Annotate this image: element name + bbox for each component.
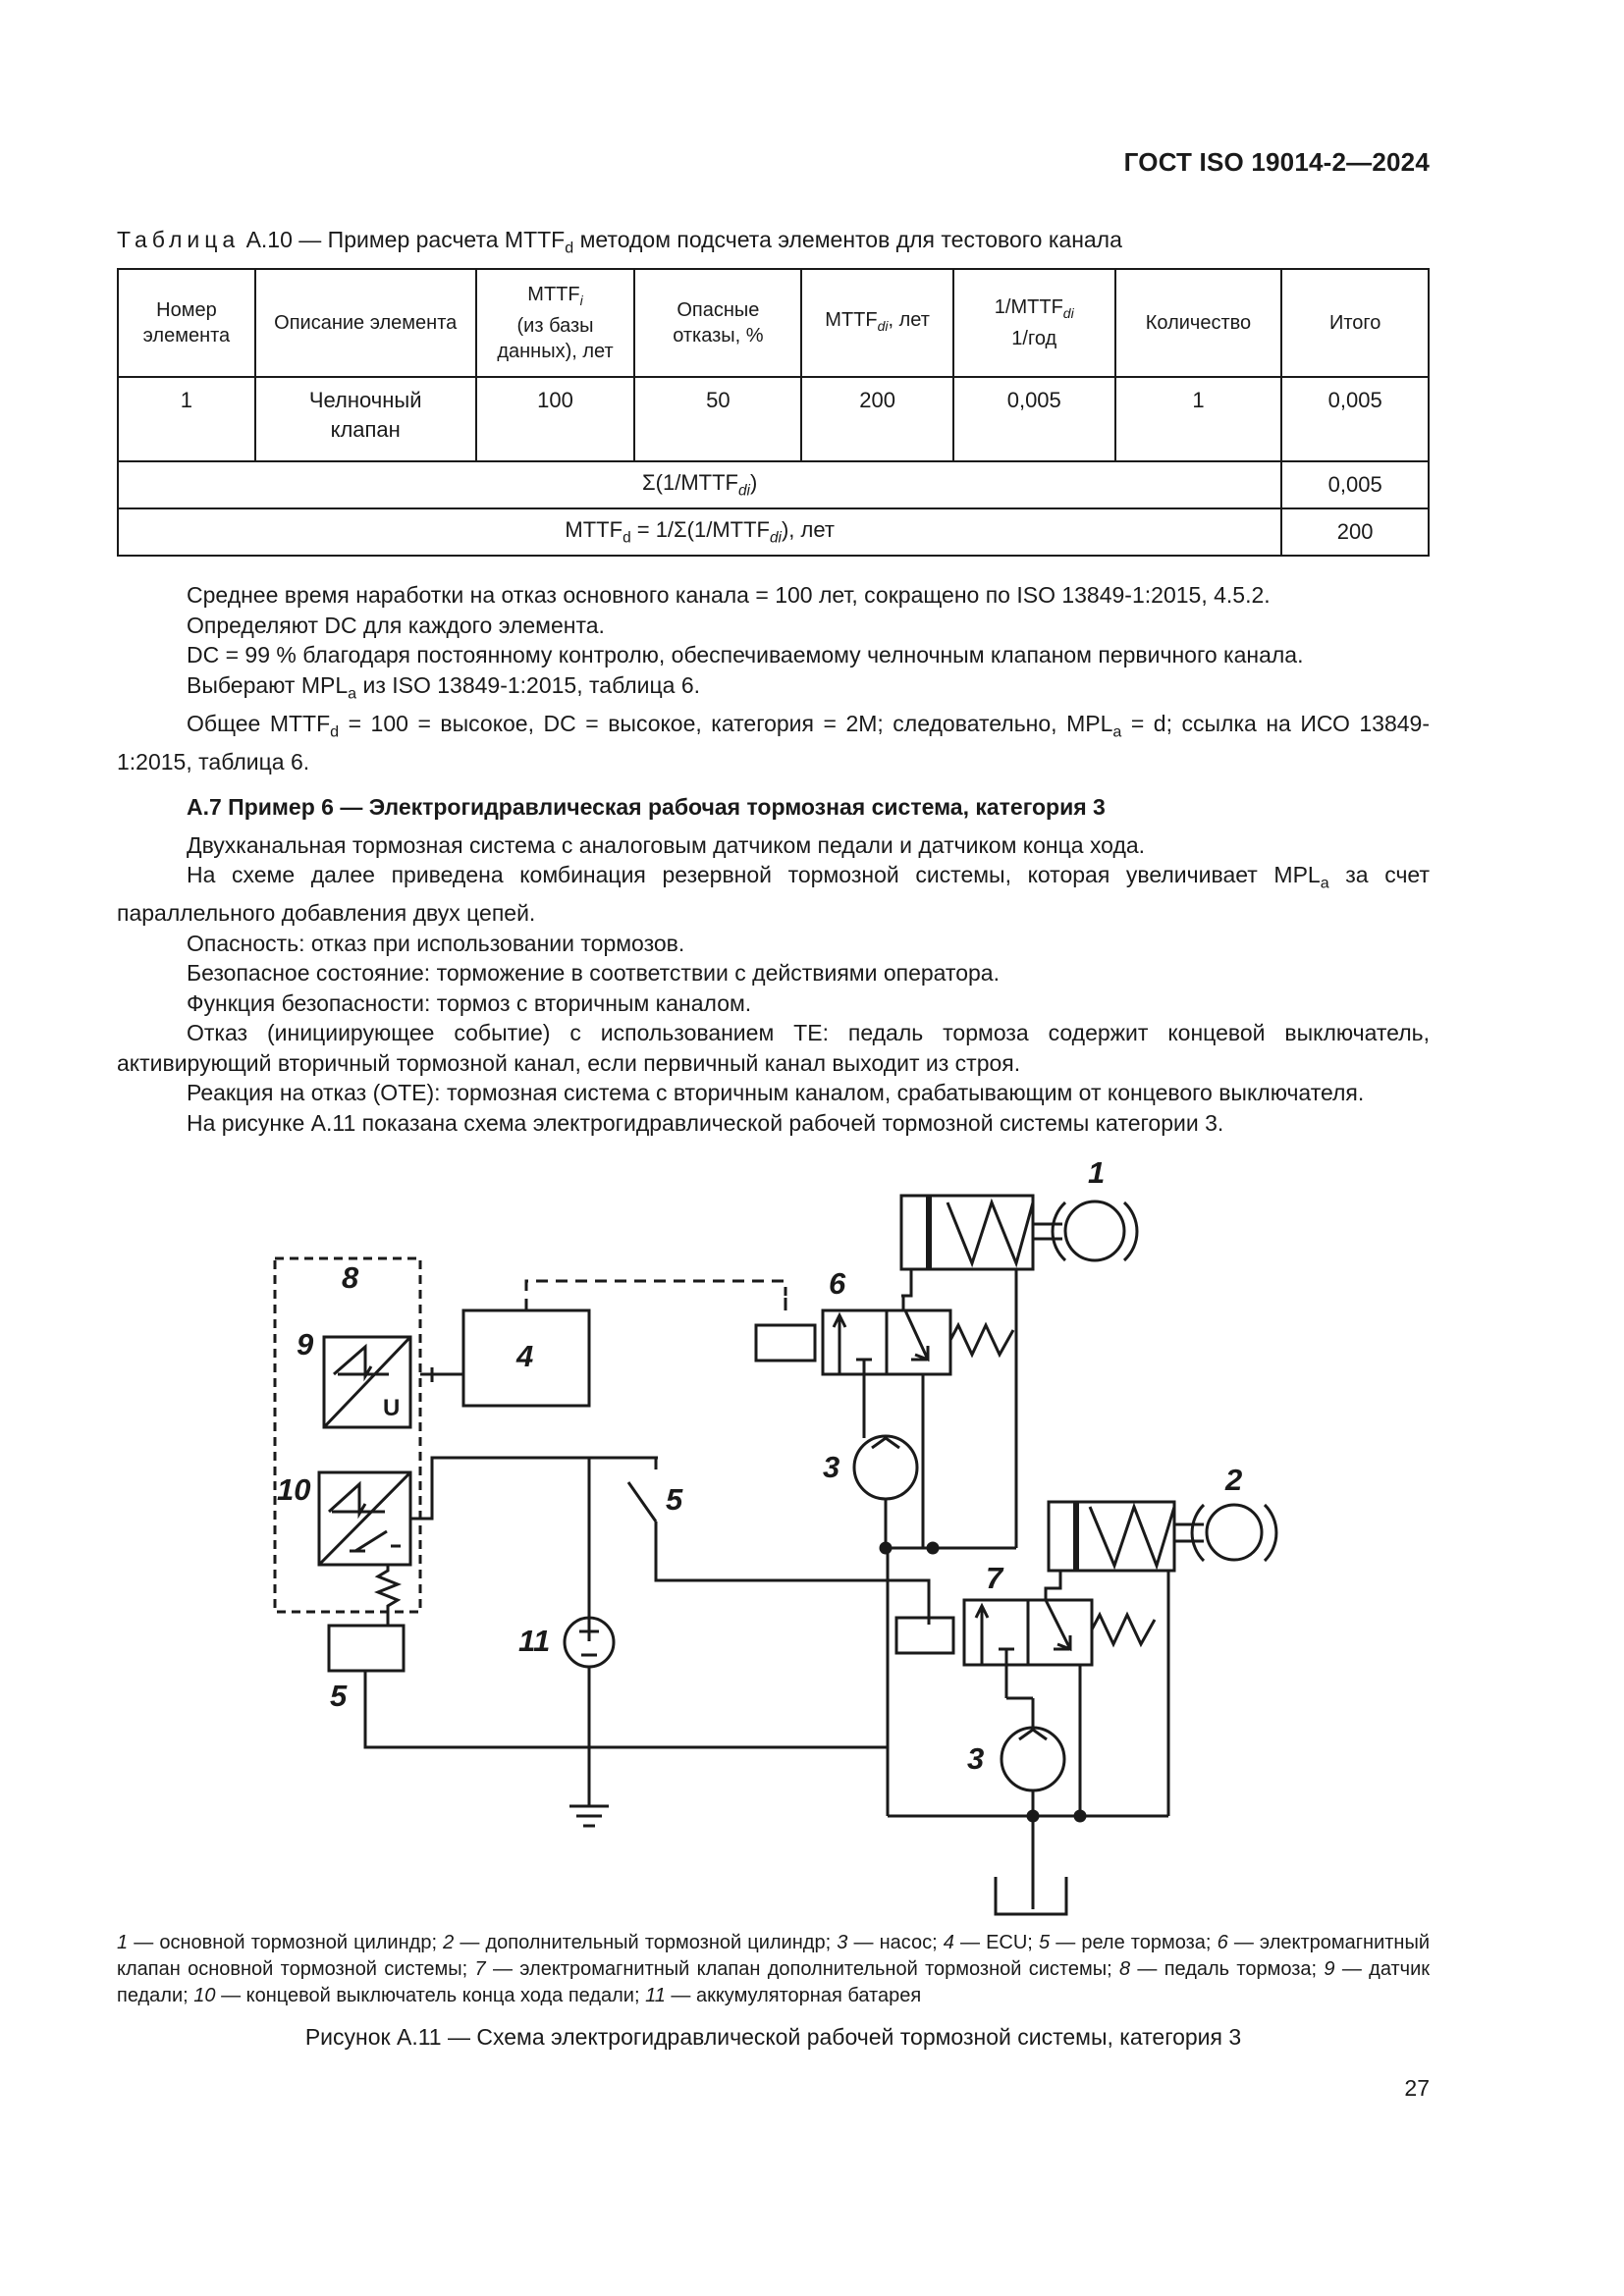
- page-number: 27: [1404, 2075, 1430, 2101]
- label-3-top: 3: [823, 1450, 840, 1484]
- cell-mttf-di: 200: [801, 377, 953, 461]
- cell-quantity: 1: [1115, 377, 1282, 461]
- paragraph: На рисунке А.11 показана схема электрогидравлической рабочей тормозной системы категории 3.: [187, 1109, 1224, 1136]
- table-caption-main: А.10 — Пример расчета MTTF: [245, 227, 566, 252]
- header-total: Итого: [1281, 269, 1429, 377]
- paragraph: Отказ (инициирующее событие) с использованием TE: педаль тормоза содержит концевой выключатель, активирующий вторичный тормозной канал, если первичный канал выходит из строя.: [117, 1020, 1430, 1076]
- cell-mttf-i: 100: [476, 377, 635, 461]
- section-heading: А.7 Пример 6 — Электрогидравлическая рабочая тормозная система, категория 3: [187, 794, 1106, 821]
- header-inverse-mttf: $1/MTTF_{di}$ 1/год: [953, 269, 1115, 377]
- table-sum-row: [118, 461, 1429, 508]
- header-quantity: Количество: [1115, 269, 1282, 377]
- label-2: 2: [1225, 1463, 1243, 1497]
- label-4: 4: [516, 1339, 534, 1373]
- pump-3-top: [854, 1436, 917, 1499]
- table-caption-tail: методом подсчета элементов для тестового канала: [579, 227, 1122, 252]
- paragraph: На схеме далее приведена комбинация резервной тормозной системы, которая увеличивает $MPL_a$ за счет параллельного добавления двух цепей.: [117, 862, 1430, 927]
- schematic-labels: [277, 1155, 1242, 1776]
- header-element-description: Описание элемента: [255, 269, 476, 377]
- table-header-row: [118, 269, 1429, 377]
- figure-legend: 1 — основной тормозной цилиндр; 2 — дополнительный тормозной цилиндр; 3 — насос; 4 — ECU; 5 — реле тормоза; 6 — электромагнитный клапан основной тормозной системы; 7 — электромагнитный клапан дополнительной тормозной системы; 8 — педаль тормоза; 9 — датчик педали; 10 — концевой выключатель конца хода педали; 11 — аккумуляторная батарея: [117, 1932, 1431, 2006]
- figure-caption: Рисунок А.11 — Схема электрогидравлической рабочей тормозной системы, категория 3: [304, 2024, 1242, 2050]
- pump-3-bottom: [1001, 1728, 1064, 1790]
- table-row: [118, 377, 1429, 461]
- label-u: U: [383, 1395, 401, 1421]
- paragraph: Общее $MTTF_d = 100$ = высокое, DC = высокое, категория = 2M; следовательно, $MPL_a = d$; ссылка на ИСО 13849-1:2015, таблица 6.: [117, 710, 1430, 774]
- table-mttf-row: [118, 508, 1429, 556]
- label-6: 6: [829, 1266, 846, 1301]
- paragraph: Среднее время наработки на отказ основного канала = 100 лет, сокращено по ISO 13849-1:2015, 4.5.2.: [187, 582, 1271, 608]
- header-element-number: Номер элемента: [118, 269, 255, 377]
- label-8: 8: [342, 1260, 359, 1295]
- label-3-bottom: 3: [967, 1741, 985, 1776]
- label-10: 10: [277, 1472, 311, 1507]
- cell-inverse-mttf: 0,005: [953, 377, 1115, 461]
- paragraph: Функция безопасности: тормоз с вторичным каналом.: [187, 989, 752, 1016]
- paragraph: Опасность: отказ при использовании тормозов.: [187, 930, 685, 956]
- paragraph: Определяют DC для каждого элемента.: [187, 612, 605, 638]
- cell-number: 1: [118, 377, 255, 461]
- paragraph: Двухканальная тормозная система с аналоговым датчиком педали и датчиком конца хода.: [187, 831, 1146, 858]
- mttf-label: $MTTF_d$ = $1/\Sigma(1/MTTF_{di})$, лет: [118, 508, 1281, 556]
- sensor-symbol-icon: [334, 1347, 371, 1376]
- sum-value: 0,005: [1281, 461, 1429, 508]
- sum-label: $\Sigma(1/MTTF_{di})$: [118, 461, 1281, 508]
- brake-system-schematic: [265, 1148, 1296, 1924]
- header-mttf-i: $MTTF_i$ (из базы данных), лет: [476, 269, 635, 377]
- brake-relay-box: [329, 1626, 404, 1671]
- solenoid-7: [896, 1618, 953, 1653]
- cell-description: Челночный клапан: [255, 377, 476, 461]
- header-mttf-di: $MTTF_{di}$, лет: [801, 269, 953, 377]
- brake-pedal-dashed-box: [275, 1258, 420, 1612]
- label-5-switch: 5: [666, 1482, 683, 1517]
- switch-contact: [628, 1482, 656, 1522]
- label-7: 7: [986, 1561, 1003, 1595]
- table-caption-sub: d: [565, 239, 574, 257]
- paragraph: Безопасное состояние: торможение в соответствии с действиями оператора.: [187, 960, 1000, 987]
- header-dangerous-failures: Опасные отказы, %: [634, 269, 801, 377]
- body-text: [117, 580, 1430, 1138]
- paragraph: Реакция на отказ (OTE): тормозная система с вторичным каналом, срабатывающим от концевого выключателя.: [187, 1080, 1365, 1106]
- cell-dangerous: 50: [634, 377, 801, 461]
- spring-icon: [378, 1565, 398, 1626]
- document-id-header: ГОСТ ISO 19014-2—2024: [1123, 147, 1430, 177]
- label-9: 9: [297, 1327, 314, 1362]
- mttf-value: 200: [1281, 508, 1429, 556]
- paragraph: DC = 99 % благодаря постоянному контролю, обеспечиваемому челночным клапаном первичного канала.: [187, 642, 1304, 667]
- cell-total: 0,005: [1281, 377, 1429, 461]
- table-caption: [117, 227, 1433, 258]
- tank-icon: [996, 1877, 1066, 1914]
- label-1: 1: [1088, 1155, 1106, 1190]
- schematic-svg: [265, 1148, 1296, 1924]
- table-caption-prefix: Таблица: [117, 227, 241, 252]
- paragraph: Выберают $MPL_a$ из ISO 13849-1:2015, таблица 6.: [187, 671, 701, 703]
- label-11: 11: [518, 1624, 551, 1658]
- mttf-table: [117, 268, 1430, 557]
- solenoid-6: [756, 1325, 815, 1361]
- label-5-relay: 5: [330, 1679, 348, 1713]
